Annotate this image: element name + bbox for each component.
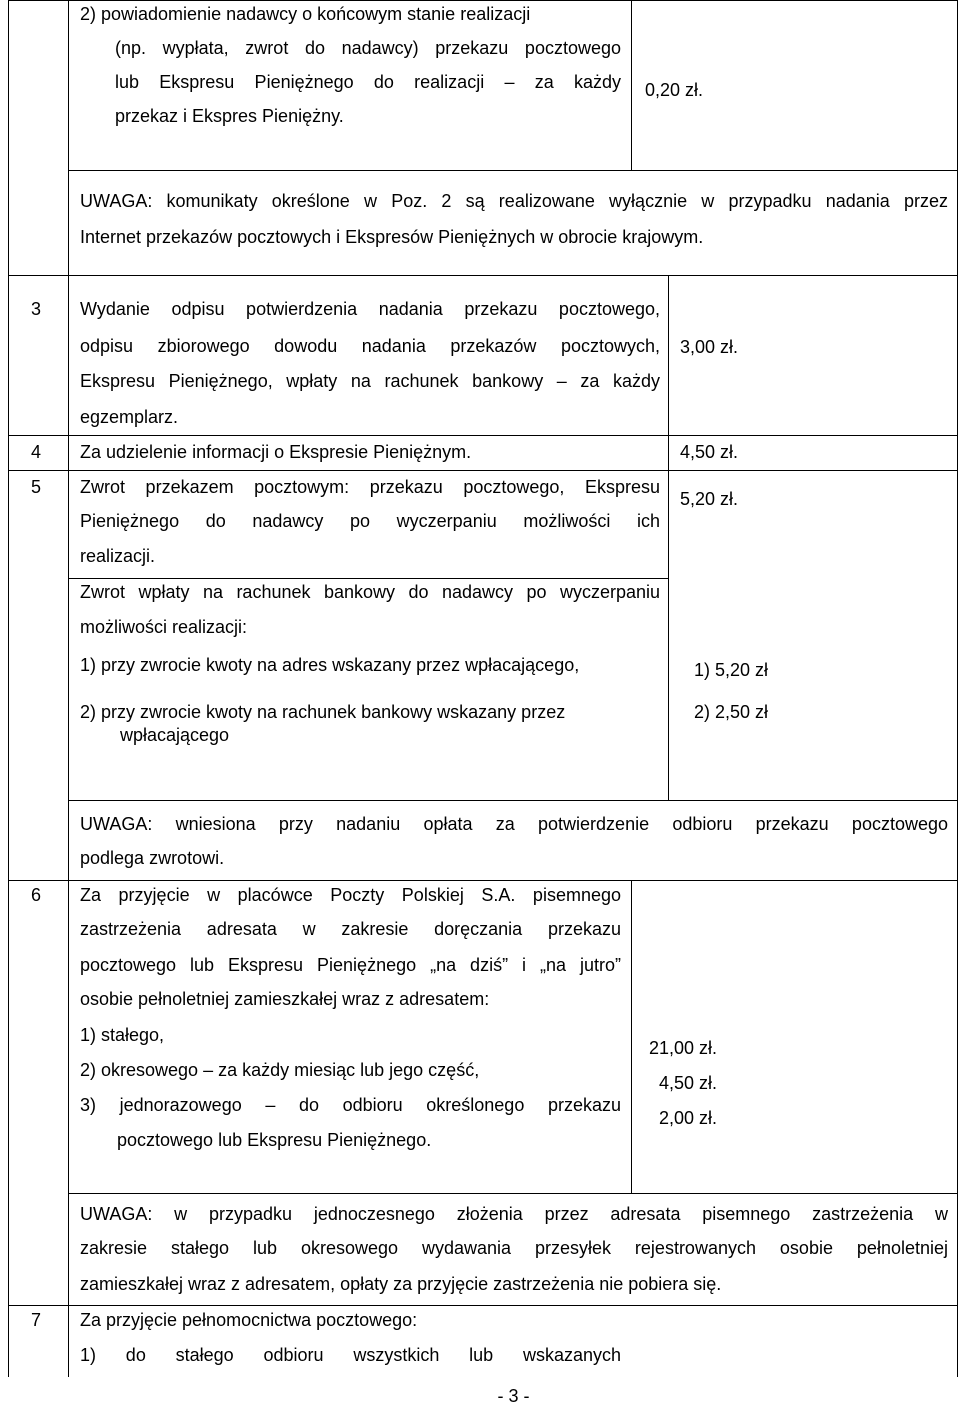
row2-price: 0,20 zł.: [645, 80, 704, 100]
row5-sub1: 1) przy zwrocie kwoty na adres wskazany przez wpłacającego,: [80, 655, 580, 675]
row7-number: 7: [31, 1310, 42, 1330]
row5-price-b2: 2) 2,50 zł: [694, 702, 769, 722]
row4-number: 4: [31, 442, 42, 462]
cell-border-row6-note-top: [68, 1193, 957, 1194]
row5-text-a-line3: realizacji.: [80, 546, 156, 566]
col-divider-num: [68, 0, 69, 1377]
row5-note-line1: UWAGA: wniesiona przy nadaniu opłata za potwierdzenie odbioru przekazu pocztowego: [80, 814, 948, 834]
row3-text-line3: Ekspresu Pieniężnego, wpłaty na rachunek bankowy – za każdy: [80, 371, 660, 391]
row-divider-6-7: [8, 1305, 958, 1306]
row6-note-line3: zamieszkałej wraz z adresatem, opłaty za przyjęcie zastrzeżenia nie pobiera się.: [80, 1274, 722, 1294]
row5-text-a-line1: Zwrot przekazem pocztowym: przekazu pocztowego, Ekspresu: [80, 477, 660, 497]
row-divider-3-4: [8, 435, 958, 436]
row6-sub2: 2) okresowego – za każdy miesiąc lub jego część,: [80, 1060, 480, 1080]
row5-sub2-line1: 2) przy zwrocie kwoty na rachunek bankowy wskazany przez: [80, 702, 566, 722]
row3-text-line2: odpisu zbiorowego dowodu nadania przekazów pocztowych,: [80, 336, 660, 356]
row5-price-b1: 1) 5,20 zł: [694, 660, 769, 680]
row6-text-line4: osobie pełnoletniej zamieszkałej wraz z adresatem:: [80, 989, 490, 1009]
row6-price-3: 2,00 zł.: [658, 1108, 717, 1128]
row3-text-line4: egzemplarz.: [80, 407, 179, 427]
row4-text: Za udzielenie informacji o Ekspresie Pieniężnym.: [80, 442, 472, 462]
row5-text-a-line2: Pieniężnego do nadawcy po wyczerpaniu możliwości ich: [80, 511, 660, 531]
row3-number: 3: [31, 299, 42, 319]
cell-border-row4-price: [668, 435, 669, 470]
cell-border-row5-note-top: [68, 800, 957, 801]
cell-border-row5-price: [668, 470, 669, 800]
row6-sub1: 1) stałego,: [80, 1025, 165, 1045]
row6-text-line1: Za przyjęcie w placówce Poczty Polskiej S.A. pisemnego: [80, 885, 621, 905]
row3-price: 3,00 zł.: [680, 337, 739, 357]
cell-border-row5-mid: [68, 578, 668, 579]
row6-price-2: 4,50 zł.: [658, 1073, 717, 1093]
row-divider-5-6: [8, 880, 958, 881]
row-divider-2-3: [8, 275, 958, 276]
row6-text-line3: pocztowego lub Ekspresu Pieniężnego „na dziś” i „na jutro”: [80, 955, 621, 975]
row6-text-line2: zastrzeżenia adresata w zakresie doręczania przekazu: [80, 919, 621, 939]
row7-text-line2: 1) do stałego odbioru wszystkich lub wskazanych: [80, 1345, 621, 1365]
row2-note-line2: Internet przekazów pocztowych i Ekspresów Pieniężnych w obrocie krajowym.: [80, 227, 704, 247]
row2-note-line1: UWAGA: komunikaty określone w Poz. 2 są realizowane wyłącznie w przypadku nadania przez: [80, 191, 948, 211]
row3-text-line1: Wydanie odpisu potwierdzenia nadania przekazu pocztowego,: [80, 299, 660, 319]
row5-note-line2: podlega zwrotowi.: [80, 848, 225, 868]
row2-text-line1: 2) powiadomienie nadawcy o końcowym stanie realizacji: [80, 4, 531, 24]
row6-sub3-line1: 3) jednorazowego – do odbioru określonego przekazu: [80, 1095, 621, 1115]
row6-note-line2: zakresie stałego lub okresowego wydawania przesyłek rejestrowanych osobie pełnoletniej: [80, 1238, 948, 1258]
row4-price: 4,50 zł.: [680, 442, 739, 462]
page-number: - 3 -: [497, 1386, 530, 1406]
row6-number: 6: [31, 885, 42, 905]
row5-price-a: 5,20 zł.: [680, 489, 739, 509]
table-border-right: [957, 0, 958, 1377]
row-divider-top: [8, 0, 958, 1]
cell-border-row3-price: [668, 275, 669, 435]
row-divider-4-5: [8, 470, 958, 471]
row2-text-line2: (np. wypłata, zwrot do nadawcy) przekazu pocztowego: [115, 38, 621, 58]
cell-border-row6-price: [631, 880, 632, 1193]
row5-number: 5: [31, 477, 42, 497]
row5-text-b-line1: Zwrot wpłaty na rachunek bankowy do nadawcy po wyczerpaniu: [80, 582, 660, 602]
row5-sub2-line2: wpłacającego: [120, 725, 230, 745]
cell-border-row1-price: [631, 0, 632, 170]
row6-sub3-line2: pocztowego lub Ekspresu Pieniężnego.: [117, 1130, 432, 1150]
cell-border-row1-note-top: [68, 170, 957, 171]
row6-price-1: 21,00 zł.: [648, 1038, 717, 1058]
row2-text-line4: przekaz i Ekspres Pieniężny.: [115, 106, 344, 126]
row7-text-line1: Za przyjęcie pełnomocnictwa pocztowego:: [80, 1310, 418, 1330]
row6-note-line1: UWAGA: w przypadku jednoczesnego złożenia przez adresata pisemnego zastrzeżenia w: [80, 1204, 948, 1224]
table-border-left: [8, 0, 9, 1377]
row2-text-line3: lub Ekspresu Pieniężnego do realizacji – za każdy: [115, 72, 621, 92]
row5-text-b-line2: możliwości realizacji:: [80, 617, 248, 637]
